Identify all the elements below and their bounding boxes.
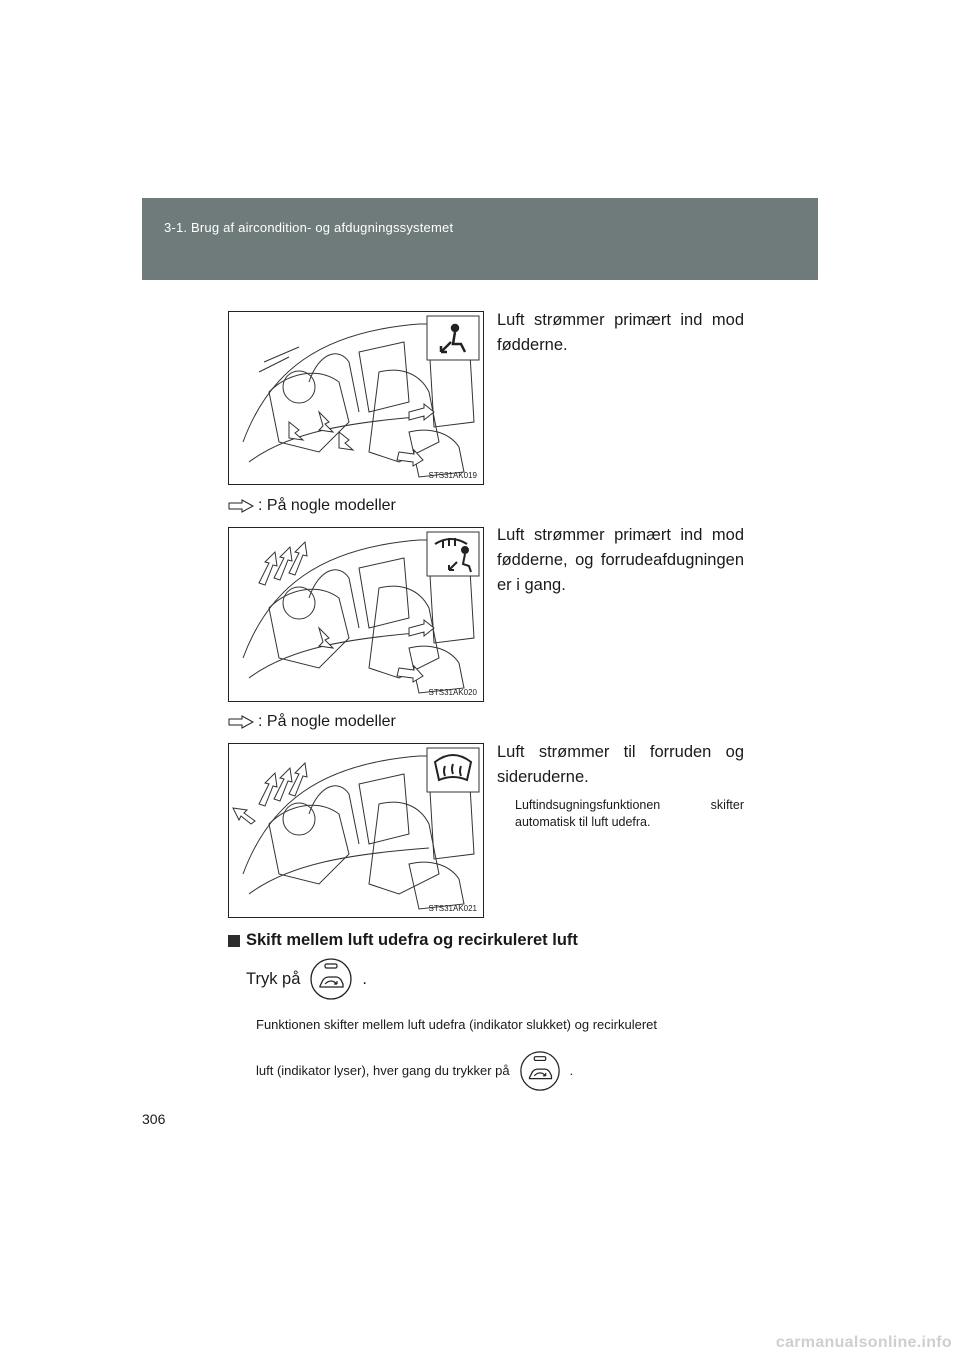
paragraph-line2-prefix: luft (indikator lyser), hver gang du trykker på (256, 1063, 510, 1078)
recirculation-button-icon (308, 958, 354, 1000)
airflow-arrow-icon (228, 499, 254, 513)
press-prefix: Tryk på (246, 969, 301, 988)
car-interior-illustration (229, 744, 484, 918)
section-heading (228, 931, 578, 950)
watermark: carmanualsonline.info (775, 1334, 952, 1351)
some-models-label: : På nogle modeller (258, 713, 396, 730)
some-models-note (228, 713, 396, 731)
section-title-text: Skift mellem luft udefra og recirkuleret luft (246, 931, 578, 949)
mode-description: Luft strømmer primært ind mod fødderne. (497, 311, 744, 354)
recirculation-button-icon (518, 1050, 562, 1092)
figure-feet-defrost-mode (228, 527, 484, 702)
section-title: 3-1. Brug af aircondition- og afdugningssystemet (164, 220, 454, 235)
car-interior-illustration (229, 312, 484, 485)
header-band (142, 198, 818, 280)
some-models-note (228, 497, 396, 515)
page-number: 306 (142, 1111, 166, 1127)
mode-description: Luft strømmer til forruden og sideruderne. (497, 743, 744, 786)
figure-code: STS31AK021 (428, 904, 477, 913)
recirculation-paragraph-line1: Funktionen skifter mellem luft udefra (indikator slukket) og recirkuleret (256, 1017, 657, 1032)
press-suffix: . (362, 969, 367, 988)
figure-feet-mode (228, 311, 484, 485)
figure-code: STS31AK020 (428, 688, 477, 697)
figure-defrost-mode (228, 743, 484, 918)
figure-code: STS31AK019 (428, 471, 477, 480)
some-models-label: : På nogle modeller (258, 497, 396, 514)
mode-description: Luft strømmer primært ind mod fødderne, og forrudeafdugningen er i gang. (497, 526, 744, 594)
recirculation-paragraph-line2 (256, 1050, 744, 1092)
paragraph-line2-suffix: . (569, 1063, 574, 1078)
section-bullet-icon (228, 935, 240, 947)
airflow-arrow-icon (228, 715, 254, 729)
press-instruction (246, 958, 367, 1000)
mode-note: Luftindsugningsfunktionen skifter automatisk til luft udefra. (515, 798, 744, 829)
car-interior-illustration (229, 528, 484, 702)
